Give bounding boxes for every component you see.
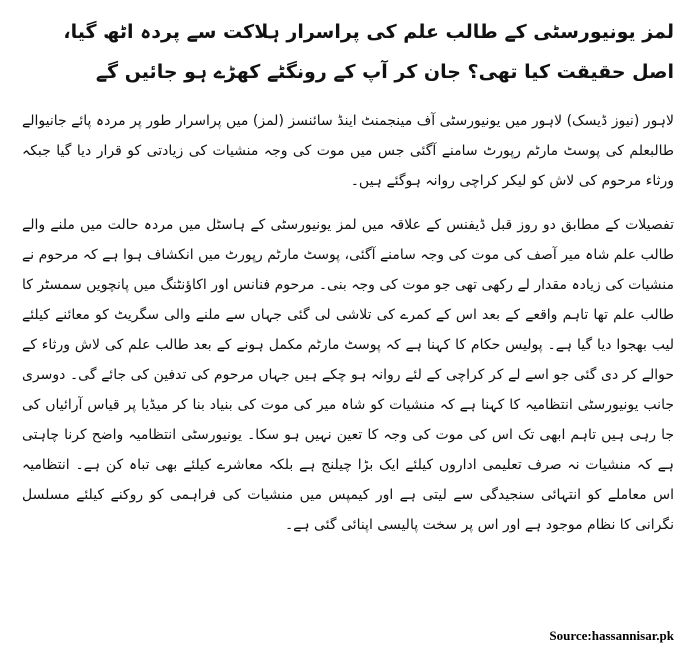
article-paragraph: لاہور (نیوز ڈیسک) لاہور میں یونیورسٹی آف مینجمنٹ اینڈ سائنسز (لمز) میں پراسرار طور پر مردہ پائے جانیوالے طالبعلم کی پوسٹ مارٹم رپورٹ سامنے آگئی جس میں موت کی وجہ منشیات کی زیادتی کو قرار دیا گیا جبکہ ورثاء مرحوم کی لاش کو لیکر کراچی روانہ ہوگئے ہیں۔ [22,113,674,189]
article-paragraph: تفصیلات کے مطابق دو روز قبل ڈیفنس کے علاقہ میں لمز یونیورسٹی کے ہاسٹل میں مردہ حالت میں ملنے والے طالب علم شاہ میر آصف کی موت کی وجہ سامنے آگئی، پوسٹ مارٹم رپورٹ میں انکشاف ہوا ہے کہ مرحوم نے منشیات کی زیادہ مقدار لے رکھی تھی جو موت کی وجہ بنی۔ مرحوم فنانس اور اکاؤنٹنگ میں پانچویں سمسٹر کا طالب علم تھا تاہم واقعے کے بعد اس کے کمرے کی تلاشی لی گئی جہاں سے ملنے والی سگریٹ کو معائنے کیلئے لیب بھجوا دیا گیا ہے۔ پولیس حکام کا کہنا ہے کہ پوسٹ مارٹم مکمل ہونے کے بعد طالب علم کی لاش ورثاء کے حوالے کر دی گئی جو اسے لے کر کراچی کے لئے روانہ ہو چکے ہیں جہاں مرحوم کی تدفین کی جائے گی۔ دوسری جانب یونیورسٹی انتظامیہ کا کہنا ہے کہ منشیات کو شاہ میر کی موت کی بنیاد بنا کر میڈیا پر قیاس آرائیاں کی جا رہی ہیں تاہم ابھی تک اس کی موت کی وجہ کا تعین نہیں ہو سکا۔ یونیورسٹی انتظامیہ واضح کرنا چاہتی ہے کہ منشیات نہ صرف تعلیمی اداروں کیلئے ایک بڑا چیلنج ہے بلکہ معاشرے کیلئے بھی تباہ کن ہے۔ انتظامیہ اس معاملے کو انتہائی سنجیدگی سے لیتی ہے اور کیمپس میں منشیات کی فراہمی کو روکنے کیلئے مسلسل نگرانی کا نظام موجود ہے اور اس پر سخت پالیسی اپنائی گئی ہے۔ [22,217,674,533]
article-headline: لمز یونیورسٹی کے طالب علم کی پراسرار ہلاکت سے پردہ اٹھ گیا، اصل حقیقت کیا تھی؟ جان کر آپ کے رونگٹے کھڑے ہو جائیں گے [63,21,674,83]
source-credit: Source:hassannisar.pk [549,628,674,643]
news-article [22,12,674,540]
